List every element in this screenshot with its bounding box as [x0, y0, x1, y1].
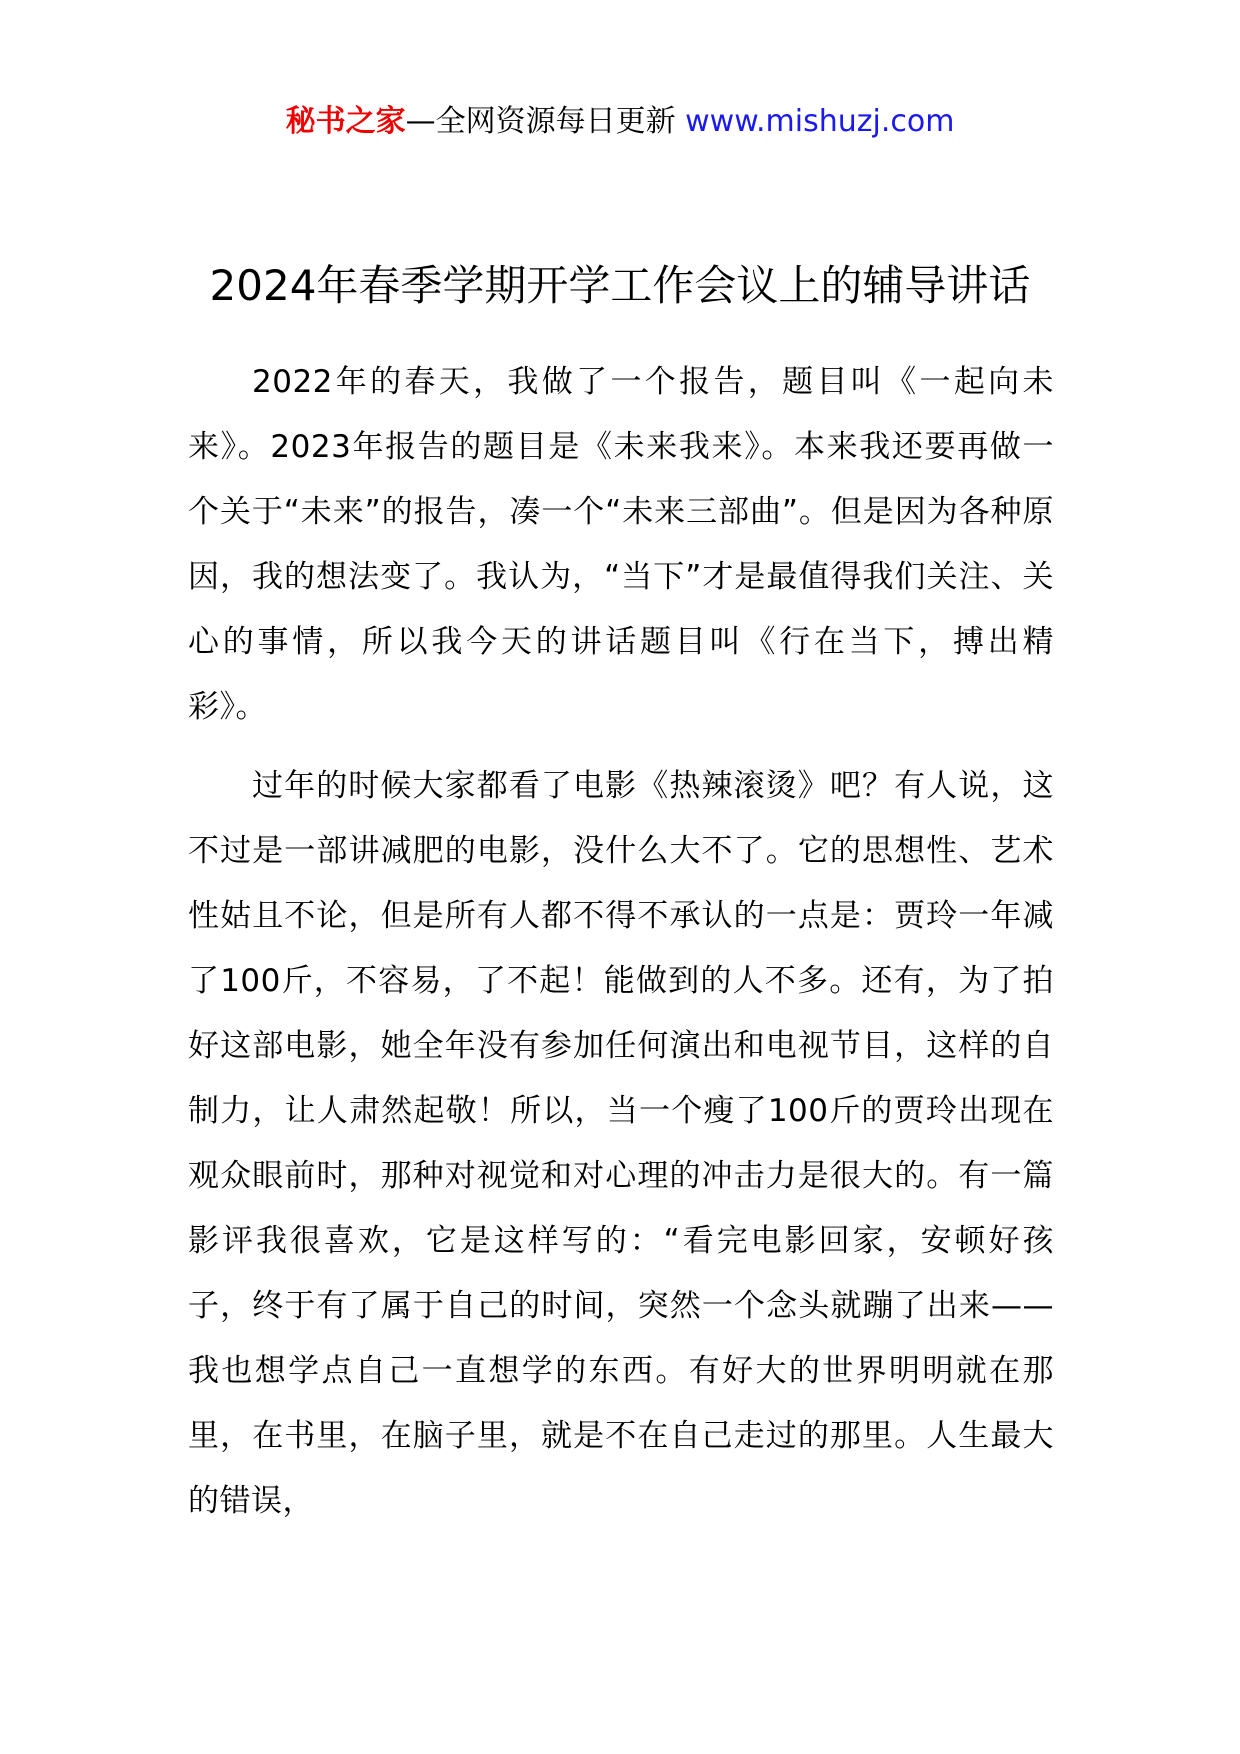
site-banner: [0, 102, 1240, 142]
banner-tagline: —全网资源每日更新: [405, 104, 676, 139]
paragraph-1: 2022年的春天，我做了一个报告，题目叫《一起向未来》。2023年报告的题目是《未来我来》。本来我还要再做一个关于“未来”的报告，凑一个“未来三部曲”。但是因为各种原因，我的想法变了。我认为，“当下”才是最值得我们关注、关心的事情，所以我今天的讲话题目叫《行在当下，搏出精彩》。: [188, 364, 1054, 725]
paragraph-2: 过年的时候大家都看了电影《热辣滚烫》吧？有人说，这不过是一部讲减肥的电影，没什么大不了。它的思想性、艺术性姑且不论，但是所有人都不得不承认的一点是：贾玲一年减了100斤，不容易，了不起！能做到的人不多。还有，为了拍好这部电影，她全年没有参加任何演出和电视节目，这样的自制力，让人肃然起敬！所以，当一个瘦了100斤的贾玲出现在观众眼前时，那种对视觉和对心理的冲击力是很大的。有一篇影评我很喜欢，它是这样写的：“看完电影回家，安顿好孩子，终于有了属于自己的时间，突然一个念头就蹦了出来——我也想学点自己一直想学的东西。有好大的世界明明就在那里，在书里，在脑子里，就是不在自己走过的那里。人生最大的错误，: [188, 768, 1054, 1519]
document-title: 2024年春季学期开学工作会议上的辅导讲话: [209, 261, 1031, 310]
brand-name: 秘书之家: [285, 104, 406, 139]
site-url-link[interactable]: www.mishuzj.com: [685, 104, 955, 139]
document-body: [188, 350, 1054, 1548]
